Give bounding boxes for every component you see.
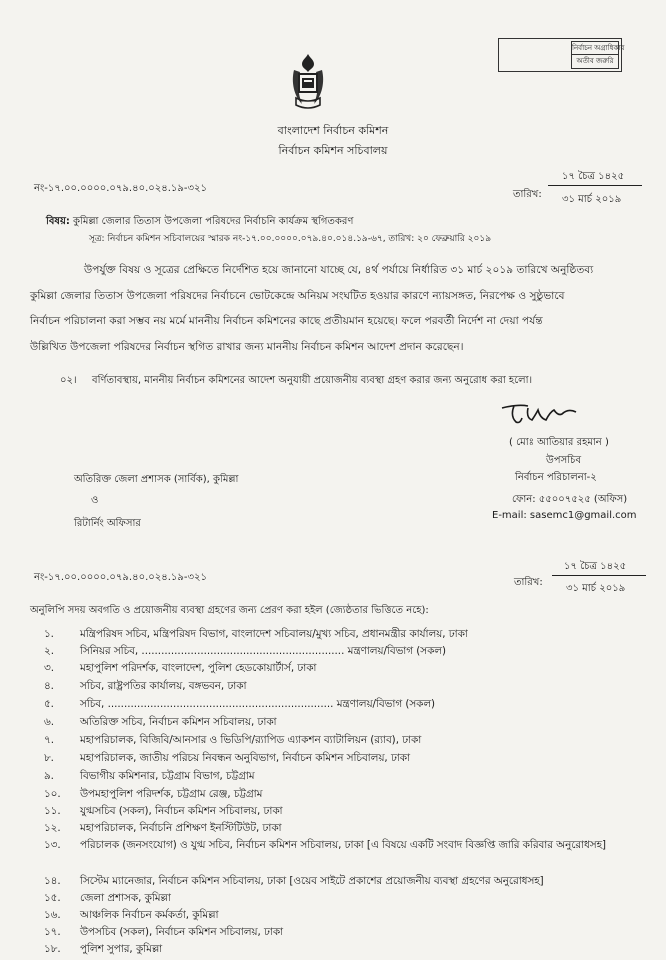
list-item: ২. সিনিয়র সচিব, .............................................................. মন্ত্রণালয়/বিভাগ (সকল) [44,645,446,657]
memo2-date-label: তারিখ: [514,577,543,588]
date-label: তারিখ: [513,189,542,200]
recipient-and: ও [91,495,99,506]
memo2-number: নং-১৭.০০.০০০০.০৭৯.৪০.০২৪.১৯-৩২১ [34,572,208,583]
recipient-line-1: অতিরিক্ত জেলা প্রশাসক (সার্বিক), কুমিল্লা [74,474,239,485]
memo2-date-bangla: ১৭ চৈত্র ১৪২৫ [564,561,627,572]
officer-name: ( মোঃ আতিয়ার রহমান ) [509,437,609,448]
officer-office: নির্বাচন পরিচালনা-২ [515,472,597,483]
list-item: ১৫. জেলা প্রশাসক, কুমিল্লা [44,892,171,904]
list-item: ৯. বিভাগীয় কমিশনার, চট্টগ্রাম বিভাগ, চট্টগ্রাম [44,770,255,782]
body-paragraph [30,258,638,360]
officer-title: উপসচিব [546,455,582,466]
list-item: ৭. মহাপরিচালক, বিজিবি/আনসার ও ভিডিপি/র‍্যাপিড এ্যাকশন ব্যাটালিয়ন (র‍্যাব), ঢাকা [44,734,422,746]
list-item: ৪. সচিব, রাষ্ট্রপতির কার্যালয়, বঙ্গভবন, ঢাকা [44,680,247,692]
list-item: ১০. উপমহাপুলিশ পরিদর্শক, চট্টগ্রাম রেঞ্জ, চট্টগ্রাম [44,788,263,800]
stamp-line-1: নির্বাচন অগ্রাধিকার [572,42,618,55]
list-item: ১৬. আঞ্চলিক নির্বাচন কর্মকর্তা, কুমিল্লা [44,909,219,921]
body-line-2: কুমিল্লা জেলার তিতাস উপজেলা পরিষদের নির্বাচনে ভোটকেন্দ্রে অনিয়ম সংঘটিত হওয়ার কারণে ন্যায়সঙ্গত, নিরপেক্ষ ও সুষ্ঠুভাবে [30,289,565,302]
list-item: ৮. মহাপরিচালক, জাতীয় পরিচয় নিবন্ধন অনুবিভাগ, নির্বাচন কমিশন সচিবালয়, ঢাকা [44,752,410,764]
memo-number: নং-১৭.০০.০০০০.০৭৯.৪০.০২৪.১৯-৩২১ [34,183,208,194]
org-name: বাংলাদেশ নির্বাচন কমিশন [277,124,389,137]
memo2-date-gregorian: ৩১ মার্চ ২০১৯ [566,583,626,594]
stamp-line-2: অতীব জরুরি [576,57,614,65]
date-divider [548,185,642,186]
list-item: ৬. অতিরিক্ত সচিব, নির্বাচন কমিশন সচিবালয়, ঢাকা [44,716,277,728]
list-item: ৩. মহাপুলিশ পরিদর্শক, বাংলাদেশ, পুলিশ হেডকোয়ার্টার্স, ঢাকা [44,662,317,674]
list-item: ১. মন্ত্রিপরিষদ সচিব, মন্ত্রিপরিষদ বিভাগ, বাংলাদেশ সচিবালয়/মুখ্য সচিব, প্রধানমন্ত্রীর কার্যালয়, ঢাকা [44,628,468,640]
para2-text: বর্ণিতাবস্থায়, মাননীয় নির্বাচন কমিশনের আদেশ অনুযায়ী প্রয়োজনীয় ব্যবস্থা গ্রহণ করার জন্য অনুরোধ করা হলো। [92,375,533,386]
list-item: ১৭. উপসচিব (সকল), নির্বাচন কমিশন সচিবালয়, ঢাকা [44,926,284,938]
reference-line: সূত্র: নির্বাচন কমিশন সচিবালয়ের স্মারক নং-১৭.০০.০০০০.০৭৯.৪০.০১৪.১৯-৬৭, তারিখ: ২০ ফেব্রুয়ারি ২০১৯ [89,234,492,244]
memo2-date-divider [552,575,646,576]
list-item: ১৪. সিস্টেম ম্যানেজার, নির্বাচন কমিশন সচিবালয়, ঢাকা [ওয়েব সাইটে প্রকাশের প্রয়োজনীয় ব্যবস্থা গ্রহণের অনুরোধসহ] [44,875,544,887]
subject-line [46,215,353,228]
handwritten-signature [498,402,582,426]
subject-text: কুমিল্লা জেলার তিতাস উপজেলা পরিষদের নির্বাচনি কার্যক্রম স্থগিতকরণ [73,216,354,227]
date-bangla: ১৭ চৈত্র ১৪২৫ [562,171,625,182]
list-item: ১১. যুগ্মসচিব (সকল), নির্বাচন কমিশন সচিবালয়, ঢাকা [44,805,283,817]
election-commission-seal-icon [288,52,328,114]
priority-stamp [498,38,625,72]
officer-email: E-mail: sasemc1@gmail.com [492,510,637,521]
list-item: ৫. সচিব, ..................................................................... মন্ত্রণালয়/বিভাগ (সকল) [44,698,436,710]
body-line-4: উল্লিখিত উপজেলা পরিষদের নির্বাচন স্থগিত রাখার জন্য মাননীয় নির্বাচন কমিশন আদেশ প্রদান করেছেন। [30,340,464,353]
body-line-3: নির্বাচন পরিচালনা করা সম্ভব নয় মর্মে মাননীয় নির্বাচন কমিশনের কাছে প্রতীয়মান হয়েছে। ফলে পরবর্তী নির্দেশ না দেয়া পর্যন্ত [30,315,543,327]
officer-phone: ফোন: ৫৫০০৭৫২৫ (অফিস) [512,494,628,505]
date-gregorian: ৩১ মার্চ ২০১৯ [562,194,622,205]
body-line-1: উপর্যুক্ত বিষয় ও সূত্রের প্রেক্ষিতে নির্দেশিত হয়ে জানানো যাচ্ছে যে, ৪র্থ পর্যায়ে নির্ধারিত ৩১ মার্চ ২০১৯ তারিখে অনুষ্ঠিতব্য [84,264,594,276]
org-secretariat: নির্বাচন কমিশন সচিবালয় [278,144,388,157]
para2-number: ০২। [60,375,77,386]
subject-label: বিষয়: [46,216,70,227]
list-item: ১৩. পরিচালক (জনসংযোগ) ও যুগ্ম সচিব, নির্বাচন কমিশন সচিবালয়, ঢাকা [এ বিষয়ে একটি সংবাদ বিজ্ঞপ্তি জারি করিবার অনুরোধসহ] [44,839,607,851]
recipient-line-2: রিটার্নিং অফিসার [74,518,141,529]
copy-intro: অনুলিপি সদয় অবগতি ও প্রয়োজনীয় ব্যবস্থা গ্রহণের জন্য প্রেরণ করা হইল (জ্যেষ্ঠতার ভিত্তিতে নহে): [30,605,429,616]
list-item: ১২. মহাপরিচালক, নির্বাচনি প্রশিক্ষণ ইনস্টিটিউট, ঢাকা [44,822,282,834]
list-item: ১৮. পুলিশ সুপার, কুমিল্লা [44,943,163,955]
